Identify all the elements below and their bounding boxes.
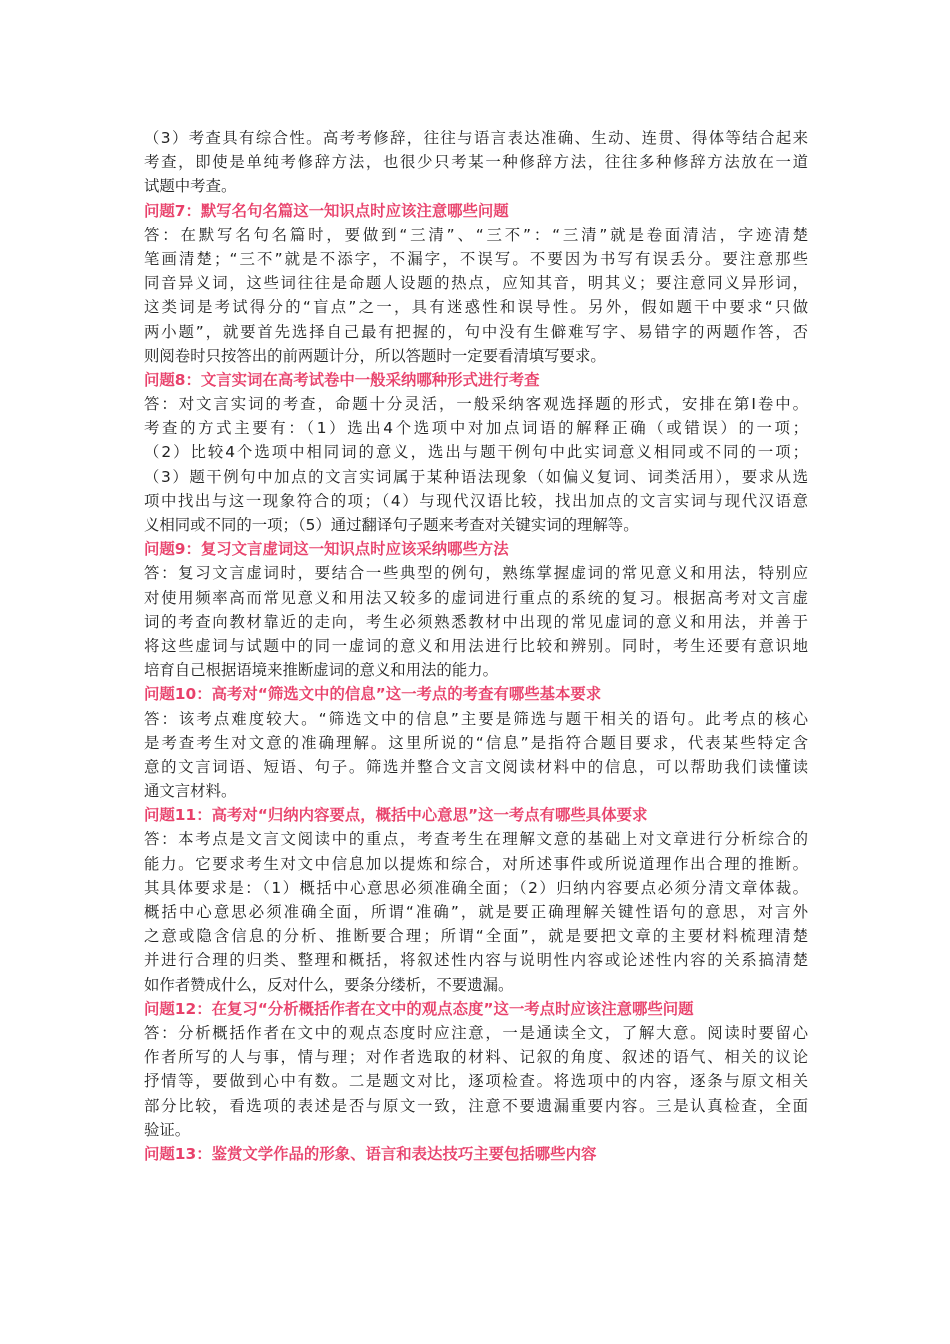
paragraph-line: 之意或隐含信息的分析、推断要合理；所谓“全面”，就是要把文章的主要材料梳理清楚 — [144, 927, 808, 946]
paragraph-line: 答：在默写名句名篇时，要做到“三清”、“三不”：“三清”就是卷面清洁，字迹清楚 — [144, 225, 808, 244]
paragraph-line: 并进行合理的归类、整理和概括，将叙述性内容与说明性内容或论述性内容的关系搞清楚 — [144, 951, 808, 970]
paragraph-line: 验证。 — [144, 1120, 191, 1139]
paragraph-line: 笔画清楚；“三不”就是不添字，不漏字，不误写。不要因为书写有误丢分。要注意那些 — [144, 249, 808, 268]
paragraph-line: 则阅卷时只按答出的前两题计分，所以答题时一定要看清填写要求。 — [144, 346, 606, 365]
paragraph-line: 意的文言词语、短语、句子。筛选并整合文言文阅读材料中的信息，可以帮助我们读懂读 — [144, 757, 808, 776]
document-page — [144, 126, 808, 1166]
paragraph-line: 将这些虚词与试题中的同一虚词的意义和用法进行比较和辨别。同时，考生还要有意识地 — [144, 636, 808, 655]
paragraph-line: 答：对文言实词的考查，命题十分灵活，一般采纳客观选择题的形式，安排在第Ⅰ卷中。 — [144, 395, 808, 414]
paragraph-line: 作者所写的人与事，情与理；对作者选取的材料、记叙的角度、叙述的语气、相关的议论 — [144, 1048, 808, 1067]
paragraph-line: 答：复习文言虚词时，要结合一些典型的例句，熟练掌握虚词的常见意义和用法，特别应 — [144, 564, 808, 583]
paragraph-line: 抒情等，要做到心中有数。二是题文对比，逐项检查。将选项中的内容，逐条与原文相关 — [144, 1072, 808, 1091]
answer-paragraph — [144, 126, 808, 199]
paragraph-line: 试题中考查。 — [144, 177, 237, 196]
paragraph-line: 对使用频率高而常见意义和用法又较多的虚词进行重点的系统的复习。根据高考对文言虚 — [144, 588, 808, 607]
paragraph-line: 义相同或不同的一项；（5）通过翻译句子题来考查对关键实词的理解等。 — [144, 516, 639, 534]
answer-paragraph — [144, 1021, 808, 1142]
paragraph-line: （3）考查具有综合性。高考考修辞，往往与语言表达准确、生动、连贯、得体等结合起来 — [144, 129, 808, 147]
question-heading: 问题11：高考对“归纳内容要点，概括中心意思”这一考点有哪些具体要求 — [144, 806, 648, 825]
paragraph-line: 考查，即使是单纯考修辞方法，也很少只考某一种修辞方法，往往多种修辞方法放在一道 — [144, 153, 808, 172]
paragraph-line: 这类词是考试得分的“盲点”之一，具有迷惑性和误导性。另外，假如题干中要求“只做 — [144, 298, 808, 317]
question-heading: 问题13：鉴赏文学作品的形象、语言和表达技巧主要包括哪些内容 — [144, 1144, 597, 1163]
paragraph-line: 是考查考生对文意的准确理解。这里所说的“信息”是指符合题目要求，代表某些特定含 — [144, 733, 808, 752]
question-heading: 问题8：文言实词在高考试卷中一般采纳哪种形式进行考查 — [144, 370, 540, 389]
question-heading: 问题10：高考对“筛选文中的信息”这一考点的考查有哪些基本要求 — [144, 685, 602, 704]
question-heading: 问题12：在复习“分析概括作者在文中的观点态度”这一考点时应该注意哪些问题 — [144, 999, 694, 1018]
paragraph-line: 通文言材料。 — [144, 782, 237, 801]
answer-paragraph — [144, 392, 808, 537]
paragraph-line: 部分比较，看选项的表述是否与原文一致，注意不要遗漏重要内容。三是认真检查，全面 — [144, 1096, 808, 1115]
paragraph-line: 如作者赞成什么，反对什么，要条分缕析，不要遗漏。 — [144, 975, 514, 994]
paragraph-line: 答：分析概括作者在文中的观点态度时应注意，一是通读全文，了解大意。阅读时要留心 — [144, 1023, 808, 1042]
answer-paragraph — [144, 827, 808, 996]
paragraph-line: 其具体要求是：（1）概括中心意思必须准确全面；（2）归纳内容要点必须分清文章体裁。 — [144, 878, 808, 897]
paragraph-line: 同音异义词，这些词往往是命题人设题的热点，应知其音，明其义；要注意同义异形词， — [144, 274, 808, 293]
paragraph-line: 词的考查向教材靠近的走向，考生必须熟悉教材中出现的常见虚词的意义和用法，并善于 — [144, 612, 808, 631]
answer-paragraph — [144, 223, 808, 368]
paragraph-line: 答：该考点难度较大。“筛选文中的信息”主要是筛选与题干相关的语句。此考点的核心 — [144, 709, 808, 728]
answer-paragraph — [144, 707, 808, 804]
paragraph-line: 培育自己根据语境来推断虚词的意义和用法的能力。 — [144, 661, 498, 680]
answer-paragraph — [144, 561, 808, 682]
question-heading: 问题7：默写名句名篇这一知识点时应该注意哪些问题 — [144, 201, 509, 220]
paragraph-line: 考查的方式主要有：（1）选出4个选项中对加点词语的解释正确（或错误）的一项； — [144, 419, 808, 438]
paragraph-line: 概括中心意思必须准确全面，所谓“准确”，就是要正确理解关键性语句的意思，对言外 — [144, 903, 808, 921]
paragraph-line: 能力。它要求考生对文中信息加以提炼和综合，对所述事件或所说道理作出合理的推断。 — [144, 854, 808, 873]
paragraph-line: 答：本考点是文言文阅读中的重点，考查考生在理解文意的基础上对文章进行分析综合的 — [144, 830, 808, 849]
paragraph-line: （3）题干例句中加点的文言实词属于某种语法现象（如偏义复词、词类活用），要求从选 — [144, 467, 808, 486]
paragraph-line: 两小题”，就要首先选择自己最有把握的，句中没有生僻难写字、易错字的两题作答，否 — [144, 322, 808, 341]
paragraph-line: 项中找出与这一现象符合的项；（4）与现代汉语比较，找出加点的文言实词与现代汉语意 — [144, 491, 808, 510]
question-heading: 问题9：复习文言虚词这一知识点时应该采纳哪些方法 — [144, 540, 509, 559]
paragraph-line: （2）比较4个选项中相同词的意义，选出与题干例句中此实词意义相同或不同的一项； — [144, 443, 808, 462]
